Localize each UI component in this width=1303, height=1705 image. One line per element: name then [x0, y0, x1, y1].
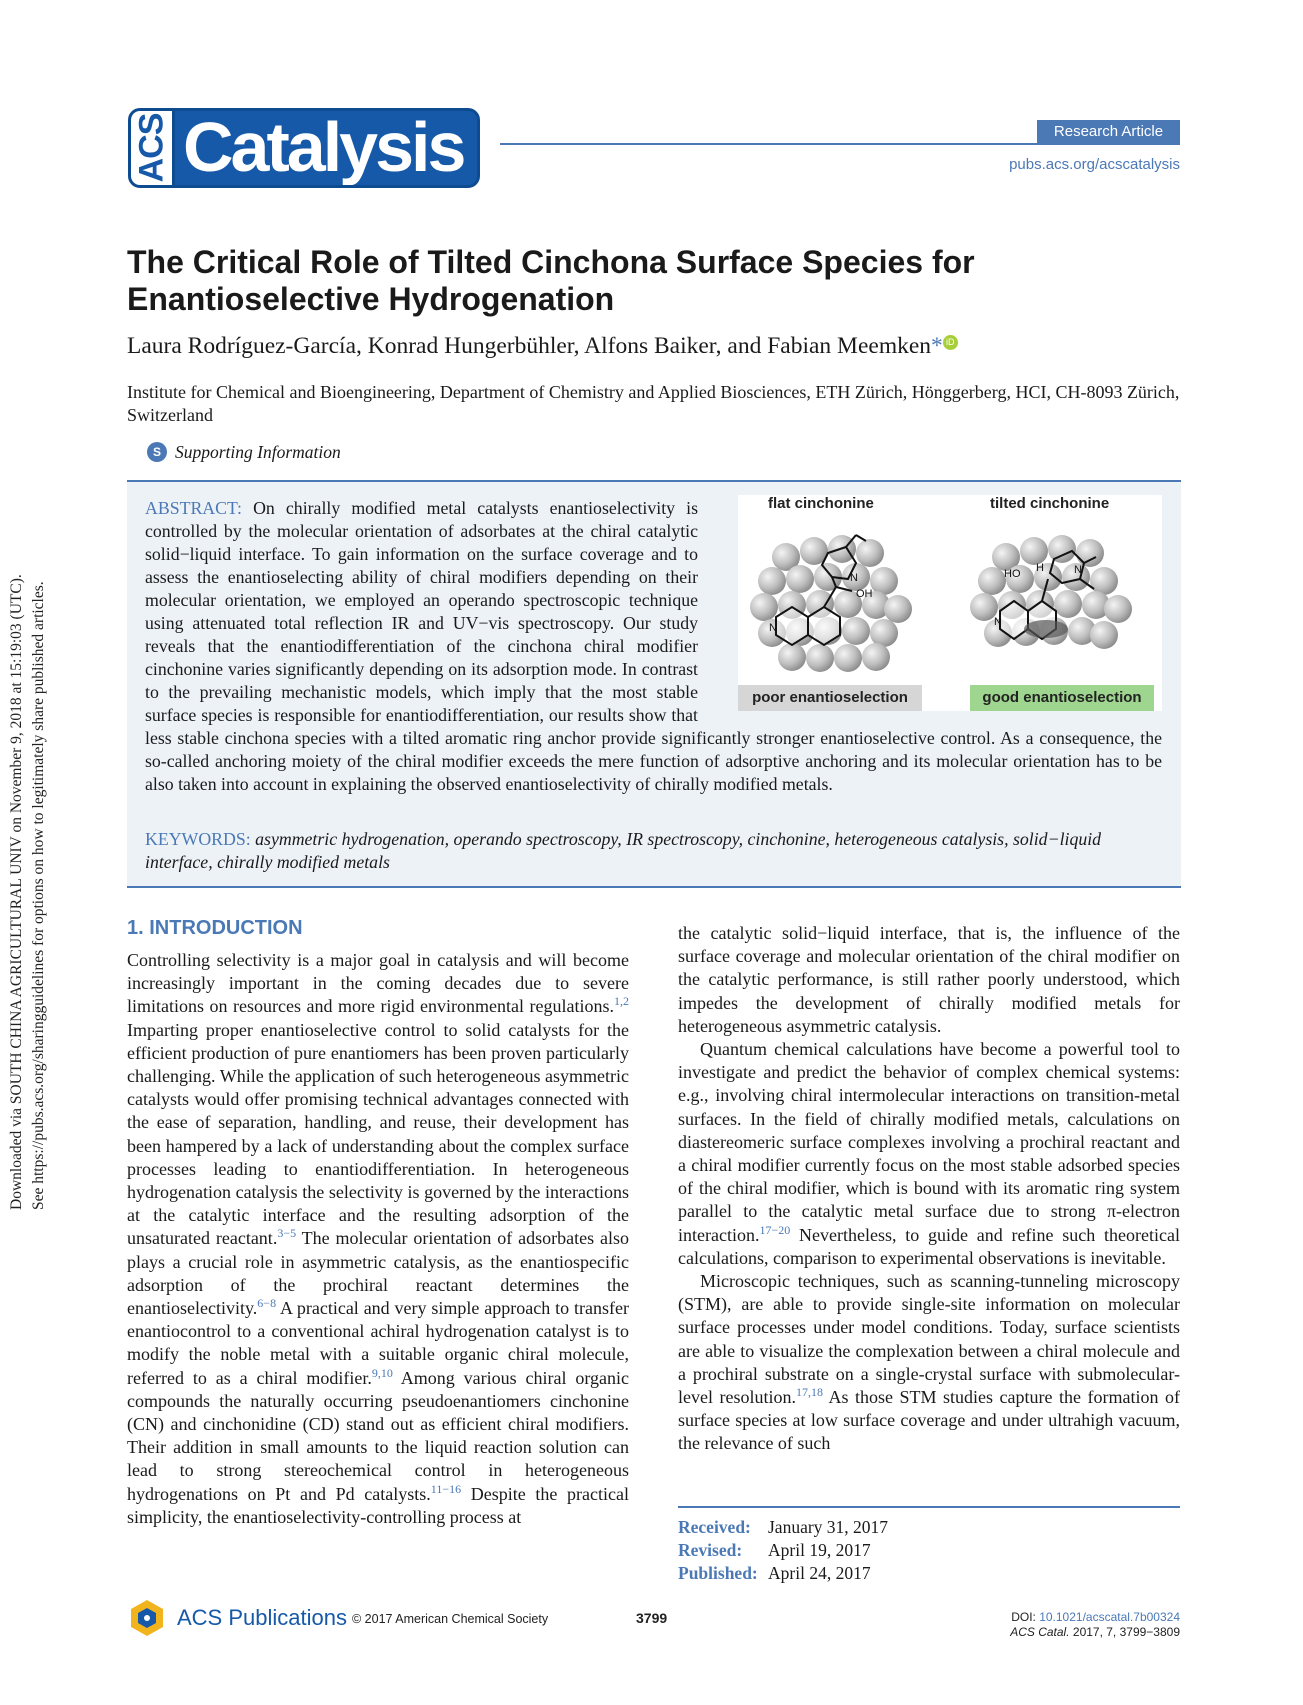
citation-ref[interactable]: 11−16: [430, 1481, 462, 1496]
article-type-badge: Research Article: [1037, 120, 1180, 144]
citation-journal: ACS Catal.: [1010, 1625, 1070, 1639]
authors-text: Laura Rodríguez-García, Konrad Hungerbühler, Alfons Baiker, and Fabian Meemken: [127, 333, 932, 359]
citation-details: 2017, 7, 3799−3809: [1069, 1625, 1180, 1639]
section-heading: 1. INTRODUCTION: [127, 917, 303, 939]
tilted-n-label: N: [994, 616, 1002, 628]
download-stamp-line-1: Downloaded via SOUTH CHINA AGRICULTURAL UNIV on November 9, 2018 at 15:19:03 (UTC).: [8, 574, 25, 1210]
abstract-label: ABSTRACT:: [145, 498, 242, 518]
revised-label: Revised:: [678, 1540, 743, 1561]
journal-logo-acs-block: [131, 111, 175, 185]
journal-url-link[interactable]: pubs.acs.org/acscatalysis: [1009, 156, 1180, 173]
flat-n2-label: N: [850, 572, 858, 584]
citation-ref[interactable]: 3−5: [277, 1226, 297, 1241]
download-stamp-line-2: See https://pubs.acs.org/sharingguidelines for options on how to legitimately share published articles.: [30, 581, 47, 1210]
body-paragraph: Microscopic techniques, such as scanning-tunneling microscopy (STM), are able to provide single-site information on molecular surface processes under model conditions. Today, surface scientists are able to visualize the complexation between a chiral molecule and a prochiral substrate on a single-crystal surface with submolecular-level resolution.$^{17,18}$ As those STM studies capture the formation of surface species at low surface coverage and under ultrahigh vacuum, the relevance of such: [678, 1271, 1180, 1454]
keywords-text: asymmetric hydrogenation, operando spectroscopy, IR spectroscopy, cinchonine, heterogeneous catalysis, solid−liquid interface, chirally modified metals: [145, 829, 1102, 872]
journal-logo: [128, 108, 480, 188]
tilted-n2-label: N: [1074, 564, 1082, 576]
doi-link[interactable]: 10.1021/acscatal.7b00324: [1039, 1610, 1180, 1624]
journal-logo-acs: ACS: [132, 113, 170, 183]
abstract-text: On chirally modified metal catalysts enantioselectivity is controlled by the molecular orientation of adsorbates at the chiral catalytic solid−liquid interface. To gain information on the surface coverage and to assess the enantioselecting ability of chiral modifiers depending on their molecular orientation, we employed an operando spectroscopic technique using attenuated total reflection IR and UV−vis spectroscopy. Our study reveals that the enantiodifferentiation of the cinchona chiral modifier cinchonine varies significantly depending on its adsorption mode. In contrast to the prevailing mechanistic models, which imply that the most stable surface species is responsible for enantiodifferentiation, our results show that less stable cinchona species with a tilted aromatic ring anchor provide significantly stronger enantioselective control. As a consequence, the so-called anchoring moiety of the chiral modifier exceeds the mere function of adsorptive anchoring and its molecular orientation has to be also taken into account in explaining the observed enantioselectivity of chirally modified metals.: [145, 498, 1162, 794]
toc-flat-title: flat cinchonine: [768, 495, 874, 512]
doi-citation: [1010, 1610, 1180, 1640]
citation-ref[interactable]: 17,18: [795, 1385, 823, 1400]
body-paragraph: Controlling selectivity is a major goal in catalysis and will become increasingly important in the coming decades due to severe limitations on resources and more rigid environmental regulations.$^{1,2}$ Imparting proper enantioselective control to solid catalysts for the efficient production of pure enantiomers has been proven particularly challenging. While the application of such heterogeneous asymmetric catalysts would offer promising technical advantages connected with the ease of separation, handling, and reuse, their development has been hampered by a lack of understanding about the complex surface processes leading to enantiodifferentiation. In heterogeneous hydrogenation catalysis the selectivity is governed by the interactions at the catalytic interface and the resulting adsorption of the unsaturated reactant.$^{3-5}$ The molecular orientation of adsorbates also plays a crucial role in asymmetric catalysis, as the enantiospecific adsorption of the prochiral reactant determines the enantioselectivity.$^{6-8}$ A practical and very simple approach to transfer enantiocontrol to a conventional achiral hydrogenation catalyst is to modify the noble metal with a suitable organic chiral molecule, referred to as a chiral modifier.$^{9,10}$ Among various chiral organic compounds the naturally occurring pseudoenantiomers cinchonine (CN) and cinchonidine (CD) stand out as efficient chiral modifiers. Their addition in small amounts to the liquid reaction solution can lead to strong stereochemical control in heterogeneous hydrogenations on Pt and Pd catalysts.$^{11-16}$ Despite the practical simplicity, the enantioselectivity-controlling process at: [127, 950, 629, 1527]
flat-oh-label: OH: [856, 588, 873, 600]
supporting-information-link[interactable]: [147, 442, 341, 463]
acs-publications-logo: [127, 1598, 347, 1638]
keywords-label: KEYWORDS:: [145, 829, 251, 849]
received-date: January 31, 2017: [768, 1517, 889, 1537]
affiliation: Institute for Chemical and Bioengineering, Department of Chemistry and Applied Biosciences, ETH Zürich, Hönggerberg, HCI, CH-8093 Zürich, Switzerland: [127, 382, 1180, 425]
toc-graphic: [738, 495, 1162, 711]
article-title: The Critical Role of Tilted Cinchona Surface Species for Enantioselective Hydrogenation: [127, 244, 975, 317]
download-stamp: [6, 510, 54, 1210]
flat-n-label: N: [769, 622, 777, 634]
body-paragraph: Quantum chemical calculations have become a powerful tool to investigate and predict the behavior of complex chemical systems: e.g., involving chiral intermolecular interactions on transition-metal surfaces. In the field of chirally modified metals, calculations on diastereomeric surface complexes involving a prochiral reactant and a chiral modifier currently focus on the most stable adsorbed species of the chiral modifier, which is bound with its aromatic ring system parallel to the catalytic metal surface due to strong π-electron interaction.$^{17-20}$ Nevertheless, to guide and refine such theoretical calculations, comparison to experimental observations is inevitable.: [678, 1039, 1180, 1268]
supporting-info-icon: S: [147, 442, 167, 462]
toc-surfaces: [738, 517, 1162, 687]
published-date: April 24, 2017: [768, 1563, 871, 1584]
supporting-info-label: Supporting Information: [175, 442, 341, 462]
page-number: 3799: [636, 1610, 668, 1626]
citation-ref[interactable]: 17−20: [759, 1222, 791, 1237]
publisher-name: ACS Publications: [177, 1605, 347, 1630]
published-label: Published:: [678, 1563, 758, 1584]
citation-ref[interactable]: 1,2: [614, 994, 629, 1009]
revised-date: April 19, 2017: [768, 1540, 871, 1561]
toc-tilted-title: tilted cinchonine: [990, 495, 1110, 512]
citation-ref[interactable]: 9,10: [371, 1365, 393, 1380]
orcid-icon[interactable]: iD: [943, 335, 958, 350]
tilted-h-label: H: [1036, 562, 1044, 574]
citation-ref[interactable]: 6−8: [257, 1296, 277, 1311]
received-label: Received:: [678, 1517, 751, 1537]
dates-rule: [678, 1506, 1180, 1508]
body-paragraph: the catalytic solid−liquid interface, that is, the influence of the surface coverage and molecular orientation of the chiral modifier on the catalytic performance, is still rather poorly understood, which impedes the development of chirally modified metals for heterogeneous asymmetric catalysis.: [678, 923, 1180, 1036]
tilted-oh-label: HO: [1004, 568, 1021, 580]
keywords: [145, 828, 1162, 874]
body-right-column: [678, 922, 1180, 1456]
article-dates: [678, 1516, 888, 1586]
body-left-column: [127, 915, 629, 1529]
toc-good-label: good enantioselection: [970, 685, 1154, 711]
doi-label: DOI:: [1011, 1610, 1040, 1624]
author-list: [127, 333, 958, 360]
toc-poor-label: poor enantioselection: [738, 685, 922, 711]
copyright: © 2017 American Chemical Society: [352, 1612, 549, 1626]
acs-hexagon-icon: [127, 1598, 167, 1638]
journal-logo-name: Catalysis: [183, 108, 464, 186]
flat-surface-atoms: [750, 535, 912, 672]
corresponding-author-mark[interactable]: *: [931, 333, 943, 359]
